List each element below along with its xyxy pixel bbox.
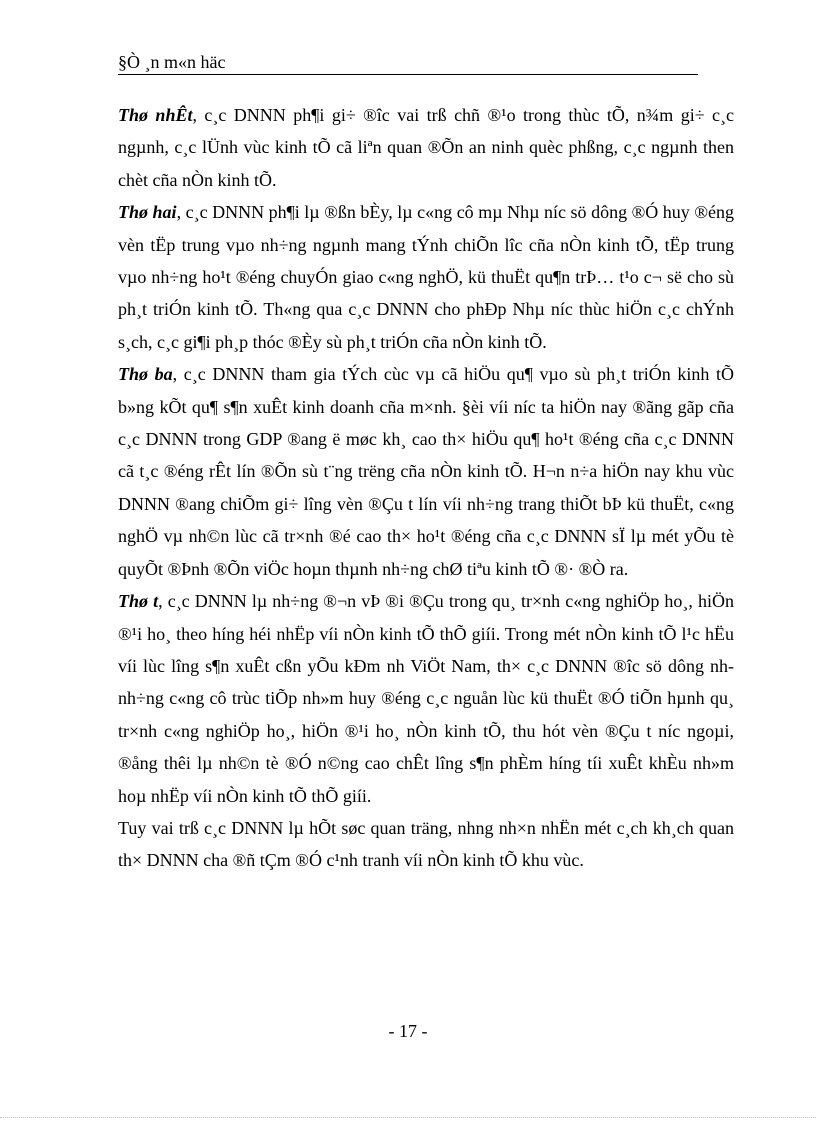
paragraph-lead: Thø hai [118, 202, 177, 223]
paragraph-lead: Thø t [118, 591, 159, 612]
paragraph-first [118, 99, 734, 196]
paragraph-lead: Thø nhÊt [118, 105, 193, 125]
paragraph-third [118, 358, 734, 585]
page-header [118, 52, 698, 75]
paragraph-second [118, 196, 734, 358]
paragraph-text: , c¸c DNNN lµ nh÷ng ®¬n vÞ ®i ®Çu trong qu¸ tr×nh c«ng nghiÖp ho¸, hiÖn ®¹i ho¸ theo híng héi nhËp víi nÒn kinh tÕ thÕ giíi. Trong mét nÒn kinh tÕ l¹c hËu víi lùc lîng s¶n xuÊt cßn yÕu kÐm nh ViÖt Nam, th× c¸c DNNN ®îc sö dông nh nh÷ng c«ng cô trùc tiÕp nh»m huy ®éng c¸c nguån lùc kü thuËt ®Ó tiÕn hµnh qu¸ tr×nh c«ng nghiÖp ho¸, hiÖn ®¹i ho¸ nÒn kinh tÕ, thu hót vèn ®Çu t níc ngoµi, ®ång thêi lµ nh©n tè ®Ó n©ng cao chÊt lîng s¶n phÈm híng tíi xuÊt khÈu nh»m hoµ nhËp víi nÒn kinh tÕ thÕ giíi. [118, 591, 734, 806]
paragraph-text: , c¸c DNNN ph¶i lµ ®ßn bÈy, lµ c«ng cô mµ Nhµ níc sö dông ®Ó huy ®éng vèn tËp trung vµo nh÷ng ngµnh mang tÝnh chiÕn lîc cña nÒn kinh tÕ, tËp trung vµo nh÷ng ho¹t ®éng chuyÓn giao c«ng nghÖ, kü thuËt qu¶n trÞ… t¹o c¬ së cho sù ph¸t triÓn kinh tÕ. Th«ng qua c¸c DNNN cho phÐp Nhµ níc thùc hiÖn c¸c chÝnh s¸ch, c¸c gi¶i ph¸p thóc ®Èy sù ph¸t triÓn cña nÒn kinh tÕ. [118, 202, 734, 352]
paragraph-text: Tuy vai trß c¸c DNNN lµ hÕt søc quan träng, nhng nh×n nhËn mét c¸ch kh¸ch quan th× DNNN cha ®ñ tÇm ®Ó c¹nh tranh víi nÒn kinh tÕ khu vùc. [118, 817, 734, 871]
paragraph-text: , c¸c DNNN tham gia tÝch cùc vµ cã hiÖu qu¶ vµo sù ph¸t triÓn kinh tÕ b»ng kÕt qu¶ s¶n xuÊt kinh doanh cña m×nh. §èi víi níc ta hiÖn nay ®ãng gãp cña c¸c DNNN trong GDP ®ang ë møc kh¸ cao th× hiÖu qu¶ ho¹t ®éng cña c¸c DNNN cã t¸c ®éng rÊt lín ®Õn sù t¨ng trëng cña nÒn kinh tÕ. H¬n n÷a hiÖn nay khu vùc DNNN ®ang chiÕm gi÷ lîng vèn ®Çu t lín víi nh÷ng trang thiÕt bÞ kü thuËt, c«ng nghÖ vµ nh©n lùc cã tr×nh ®é cao th× ho¹t ®éng cña c¸c DNNN sÏ lµ mét yÕu tè quyÕt ®Þnh ®Õn viÖc hoµn thµnh nh÷ng chØ tiªu kinh tÕ ®· ®Ò ra. [118, 364, 734, 579]
header-title: §Ò ¸n m«n häc [118, 52, 226, 72]
paragraph-fourth [118, 585, 734, 812]
document-body [118, 99, 734, 877]
paragraph-lead: Thø ba [118, 364, 173, 385]
paragraph-conclusion [118, 812, 734, 877]
paragraph-text: , c¸c DNNN ph¶i gi÷ ®îc vai trß chñ ®¹o trong thùc tÕ, n¾m gi÷ c¸c ngµnh, c¸c lÜnh vùc kinh tÕ cã liªn quan ®Õn an ninh quèc phßng, c¸c ngµnh then chèt cña nÒn kinh tÕ. [118, 105, 734, 190]
page-bottom-divider [0, 1117, 816, 1118]
page-number: - 17 - [388, 1021, 428, 1041]
